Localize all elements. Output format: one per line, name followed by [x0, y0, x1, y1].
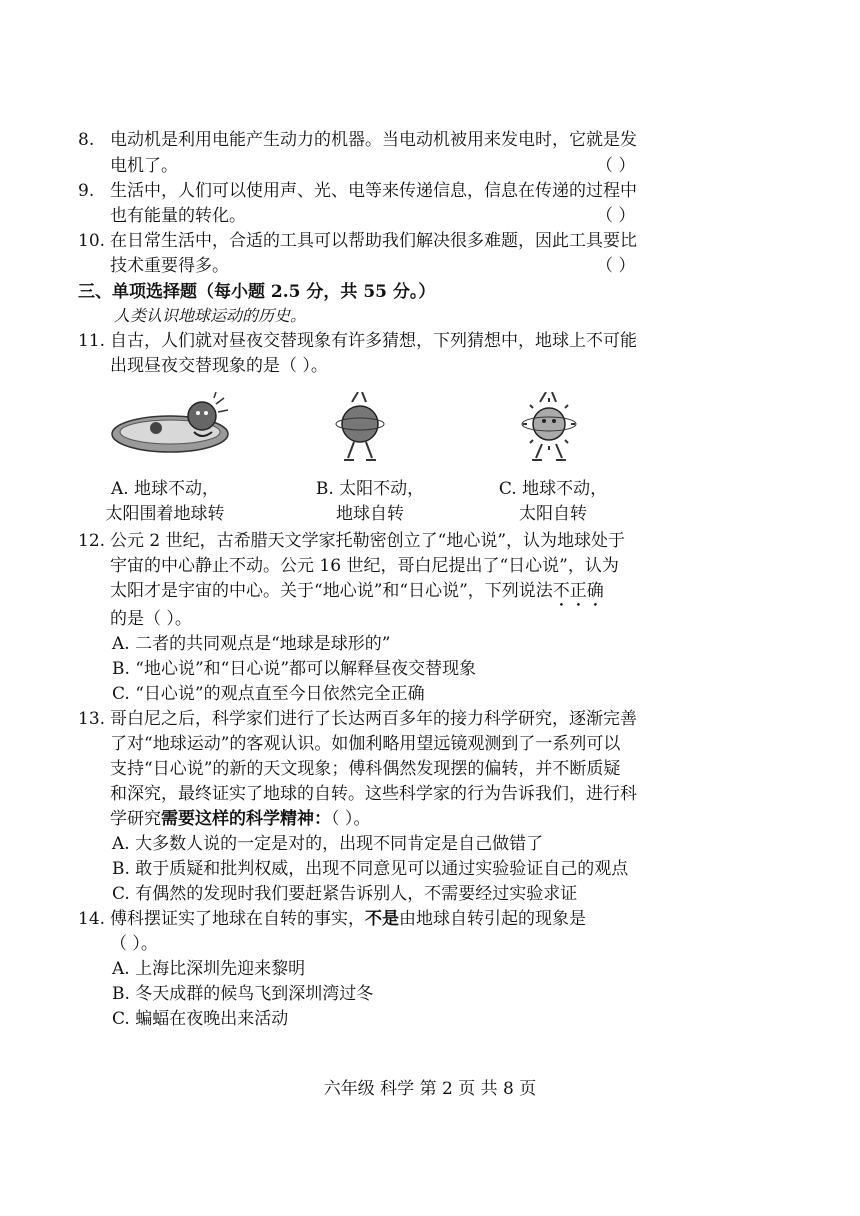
question-text: 自古，人们就对昼夜交替现象有许多猜想，下列猜想中，地球上不可能 — [110, 331, 637, 351]
option-c-caption — [468, 477, 638, 527]
question-text: 宇宙的中心静止不动。公元 16 世纪，哥白尼提出了“日心说”，认为 — [110, 556, 619, 576]
option-a: A. 大多数人说的一定是对的，出现不同肯定是自己做错了 — [112, 834, 544, 854]
option-c-line1: C. 地球不动， — [498, 479, 608, 499]
question-number: 14. — [78, 909, 106, 929]
question-text: 哥白尼之后，科学家们进行了长达两百多年的接力科学研究，逐渐完善 — [110, 709, 637, 729]
section-title: 三、单项选择题（每小题 2.5 分，共 55 分。） — [78, 282, 436, 302]
question-text-part: 傅科摆证实了地球在自转的事实， — [110, 909, 365, 929]
answer-blank: （ ） — [596, 156, 636, 176]
option-b: B. 敢于质疑和批判权威，出现不同意见可以通过实验验证自己的观点 — [112, 859, 629, 879]
sun-rotation-illustration — [516, 392, 582, 466]
question-text: （ ）。 — [110, 934, 158, 954]
option-b-line2: 地球自转 — [336, 504, 404, 524]
option-b-caption — [285, 477, 455, 527]
question-number: 12. — [78, 531, 106, 551]
question-number: 10. — [78, 231, 106, 251]
question-number: 9. — [78, 181, 95, 201]
question-text: 出现昼夜交替现象的是（ ）。 — [110, 356, 328, 376]
question-text: 在日常生活中，合适的工具可以帮助我们解决很多难题，因此工具要比 — [110, 231, 637, 251]
question-text-part: 由地球自转引起的现象是 — [399, 909, 586, 929]
option-a-line2: 太阳围着地球转 — [105, 504, 225, 524]
earth-orbit-illustration — [108, 392, 238, 458]
option-b-line1: B. 太阳不动， — [315, 479, 425, 499]
question-text: 和深究，最终证实了地球的自转。这些科学家的行为告诉我们，进行科 — [110, 784, 637, 804]
question-text: 的是（ ）。 — [110, 609, 192, 629]
question-text: 电机了。 — [110, 156, 178, 176]
question-text: 也有能量的转化。 — [110, 206, 246, 226]
question-text — [110, 807, 370, 831]
earth-rotation-illustration — [330, 392, 390, 466]
question-number: 8. — [78, 130, 95, 150]
bold-text: 需要这样的科学精神： — [161, 809, 331, 829]
emphasis-text: 不正确 — [552, 581, 604, 601]
option-a: A. 二者的共同观点是“地球是球形的” — [112, 634, 391, 654]
option-b: B. “地心说”和“日心说”都可以解释昼夜交替现象 — [112, 659, 477, 679]
option-b: B. 冬天成群的候鸟飞到深圳湾过冬 — [112, 984, 374, 1004]
question-text: 电动机是利用电能产生动力的机器。当电动机被用来发电时，它就是发 — [110, 130, 637, 150]
option-c-line2: 太阳自转 — [519, 504, 587, 524]
answer-blank: （ ） — [596, 256, 636, 276]
question-text-part: （ ）。 — [331, 809, 371, 829]
option-c: C. 蝙蝠在夜晚出来活动 — [112, 1009, 289, 1029]
page-footer: 六年级 科学 第 2 页 共 8 页 — [323, 1079, 537, 1099]
answer-blank: （ ） — [596, 206, 636, 226]
option-c: C. 有偶然的发现时我们要赶紧告诉别人，不需要经过实验求证 — [112, 884, 578, 904]
option-a-line1: A. 地球不动， — [110, 479, 220, 499]
question-text: 支持“日心说”的新的天文现象；傅科偶然发现摆的偏转，并不断质疑 — [110, 759, 621, 779]
question-text: 了对“地球运动”的客观认识。如伽利略用望远镜观测到了一系列可以 — [110, 734, 621, 754]
question-text: 技术重要得多。 — [110, 256, 229, 276]
question-text-part: 学研究 — [110, 809, 161, 829]
question-text — [110, 907, 586, 931]
option-a: A. 上海比深圳先迎来黎明 — [112, 959, 306, 979]
question-text: 生活中，人们可以使用声、光、电等来传递信息，信息在传递的过程中 — [110, 181, 637, 201]
question-text-part: 太阳才是宇宙的中心。关于“地心说”和“日心说”，下列说法 — [110, 581, 553, 601]
question-number: 13. — [78, 709, 106, 729]
question-text: 公元 2 世纪，古希腊天文学家托勒密创立了“地心说”，认为地球处于 — [110, 531, 626, 551]
question-number: 11. — [78, 331, 106, 351]
section-intro: 人类认识地球运动的历史。 — [114, 306, 307, 325]
bold-text: 不是 — [365, 909, 399, 929]
option-c: C. “日心说”的观点直至今日依然完全正确 — [112, 684, 425, 704]
option-a-caption — [80, 477, 250, 527]
